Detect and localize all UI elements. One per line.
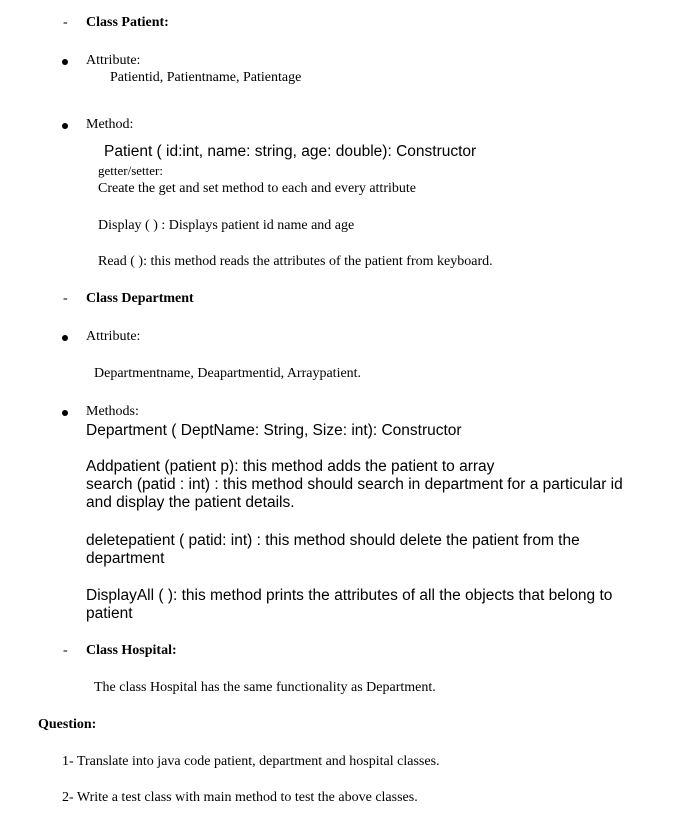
patient-display: Display ( ) : Displays patient id name and age [98,218,355,233]
department-method-label: Methods: [86,404,139,419]
patient-read: Read ( ): this method reads the attributes of the patient from keyboard. [98,254,493,269]
bullet-icon [62,123,68,129]
department-constructor: Department ( DeptName: String, Size: int): Constructor [86,422,462,439]
question-item-2: 2- Write a test class with main method to test the above classes. [62,790,418,805]
bullet-icon [62,59,68,65]
question-item-1: 1- Translate into java code patient, department and hospital classes. [62,754,440,769]
question-heading: Question: [38,717,97,732]
hospital-dash: - [63,643,68,658]
department-displayall-line1: DisplayAll ( ): this method prints the attributes of all the objects that belong to [86,587,613,604]
patient-constructor: Patient ( id:int, name: string, age: double): Constructor [104,143,477,160]
department-addpatient: Addpatient (patient p): this method adds the patient to array [86,458,495,475]
department-dash: - [63,291,68,306]
department-delete-line1: deletepatient ( patid: int) : this method should delete the patient from the [86,532,580,549]
department-attr-label: Attribute: [86,329,141,344]
department-attr-list: Departmentname, Deapartmentid, Arraypatient. [94,366,362,381]
hospital-heading: Class Hospital: [86,643,177,658]
patient-method-label: Method: [86,117,134,132]
patient-getset-desc: Create the get and set method to each and every attribute [98,181,416,196]
department-search-line2: and display the patient details. [86,494,295,511]
bullet-icon [62,335,68,341]
patient-getset: getter/setter: [98,163,163,178]
hospital-desc: The class Hospital has the same functionality as Department. [94,680,436,695]
patient-attr-label: Attribute: [86,53,141,68]
patient-attr-list: Patientid, Patientname, Patientage [110,70,302,85]
patient-heading: Class Patient: [86,15,169,30]
patient-dash: - [63,15,68,30]
department-search-line1: search (patid : int) : this method should search in department for a particular id [86,476,623,493]
department-displayall-line2: patient [86,605,133,622]
bullet-icon [62,410,68,416]
department-heading: Class Department [86,291,194,306]
department-delete-line2: department [86,550,165,567]
